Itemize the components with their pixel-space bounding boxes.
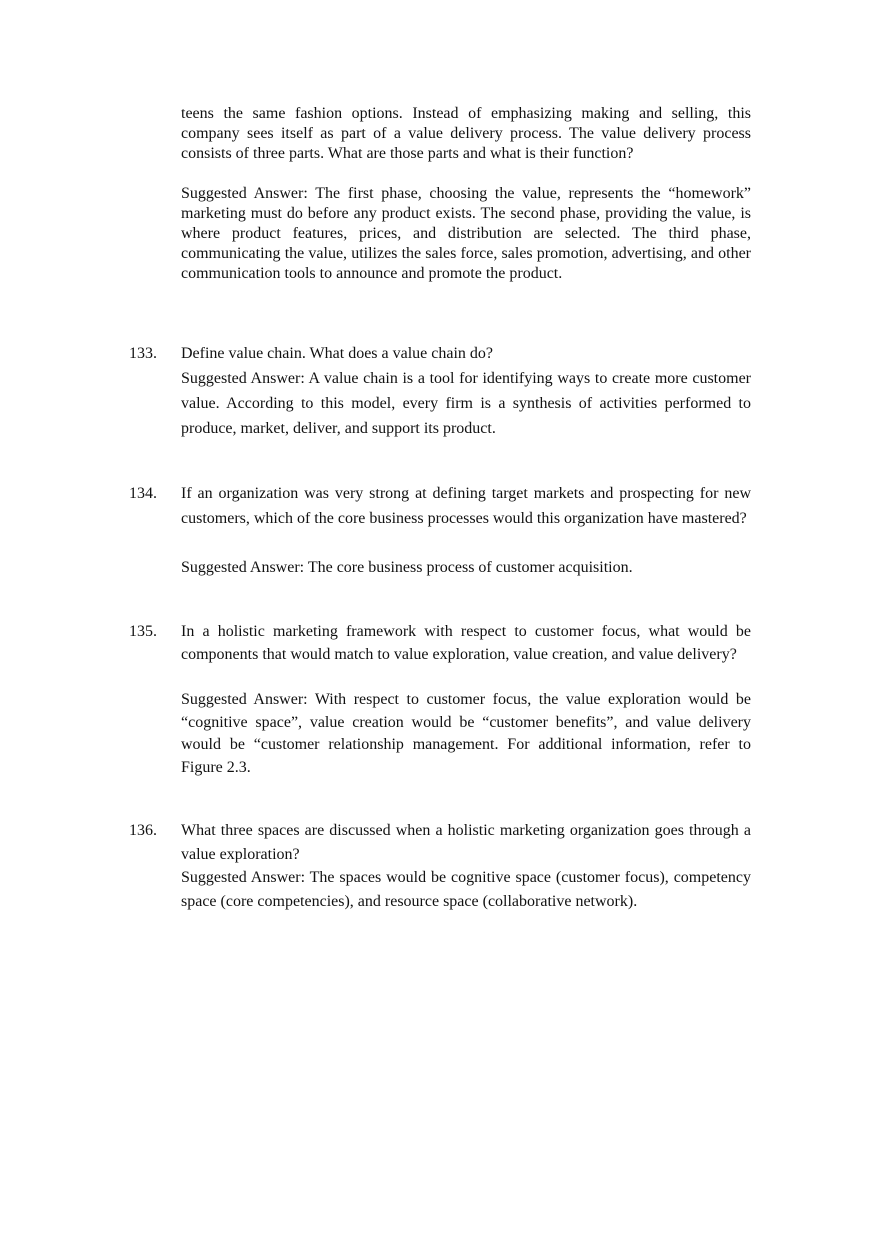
question-text: If an organization was very strong at defining target markets and prospecting for new customers, which of the core business processes would this organization have mastered? (181, 485, 751, 527)
question-number: 134. (129, 485, 157, 502)
question-text: What three spaces are discussed when a holistic marketing organization goes through a value exploration? (181, 822, 751, 863)
suggested-answer-text: Suggested Answer: The spaces would be cognitive space (customer focus), competency space (core competencies), and resource space (collaborative network). (181, 869, 751, 910)
question-number: 136. (129, 822, 157, 839)
question-text: In a holistic marketing framework with respect to customer focus, what would be components that would match to value exploration, value creation, and value delivery? (181, 623, 751, 663)
question-number: 133. (129, 345, 157, 362)
question-number: 135. (129, 623, 157, 640)
suggested-answer-text: Suggested Answer: A value chain is a tool for identifying ways to create more customer value. According to this model, every firm is a synthesis of activities performed to produce, market, deliver, and support its product. (181, 370, 751, 437)
question-text: Define value chain. What does a value chain do? (181, 345, 494, 362)
suggested-answer-text: Suggested Answer: With respect to customer focus, the value exploration would be “cognitive space”, value creation would be “customer benefits”, and value delivery would be “customer relationship management. For additional information, refer to Figure 2.3. (181, 691, 751, 776)
suggested-answer-text: Suggested Answer: The first phase, choosing the value, represents the “homework” marketing must do before any product exists. The second phase, providing the value, is where product features, prices, and distribution are selected. The third phase, communicating the value, utilizes the sales force, sales promotion, advertising, and other communication tools to announce and promote the product. (181, 185, 751, 282)
suggested-answer-text: Suggested Answer: The core business process of customer acquisition. (181, 559, 633, 576)
question-continuation-text: teens the same fashion options. Instead of emphasizing making and selling, this company sees itself as part of a value delivery process. The value delivery process consists of three parts. What are those parts and what is their function? (181, 105, 751, 162)
